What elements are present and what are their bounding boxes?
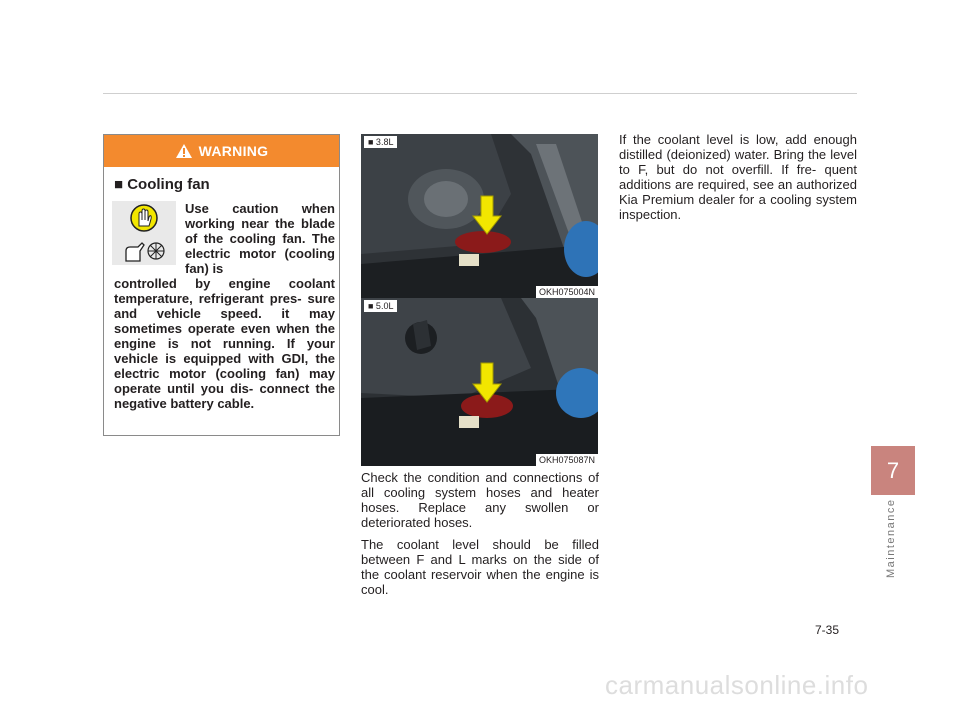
hand-stop-icon: [131, 205, 157, 231]
warning-header: [104, 135, 339, 167]
engine-photo-3-8l: [361, 134, 598, 298]
top-rule: [103, 93, 857, 94]
engine-photo-5-0l: [361, 298, 598, 466]
warning-icon-block: [112, 201, 176, 265]
warning-text-bottom: controlled by engine coolant temperature, refrigerant pres- sure and vehicle speed. it may sometimes operate even when the engine is not running. If your vehicle is equipped with GDI, the electric motor (cooling fan) may operate until you dis- connect the negative battery cable.: [114, 276, 335, 411]
warning-box: [103, 134, 340, 436]
right-column-text: [619, 132, 857, 222]
photo-label: ■ 3.8L: [364, 136, 397, 148]
page-number: 7-35: [815, 623, 840, 637]
coolant-level-paragraph: The coolant level should be filled between F and L marks on the side of the coolant reservoir when the engine is cool.: [361, 537, 599, 597]
warning-title: WARNING: [198, 143, 269, 159]
hose-check-paragraph: Check the condition and connections of all cooling system hoses and heater hoses. Replace any swollen or deteriorated hoses.: [361, 470, 599, 530]
warning-text-top: Use caution when working near the blade of the cooling fan. The electric motor (cooling fan) is: [185, 201, 335, 276]
chapter-title: Maintenance: [885, 498, 897, 578]
warning-subheading: ■ Cooling fan: [114, 176, 210, 193]
warning-triangle-icon: [175, 143, 193, 159]
watermark: carmanualsonline.info: [605, 670, 869, 700]
photo-label: ■ 5.0L: [364, 300, 397, 312]
fan-hazard-icon: [126, 243, 164, 261]
photo-code: OKH075087N: [536, 454, 598, 466]
chapter-tab: 7: [871, 446, 915, 495]
middle-column-text: [361, 470, 599, 604]
photo-code: OKH075004N: [536, 286, 598, 298]
coolant-low-paragraph: If the coolant level is low, add enough distilled (deionized) water. Bring the level to F, but do not overfill. If fre- quent additions are required, see an authorized Kia Premium dealer for a cooling system inspection.: [619, 132, 857, 222]
